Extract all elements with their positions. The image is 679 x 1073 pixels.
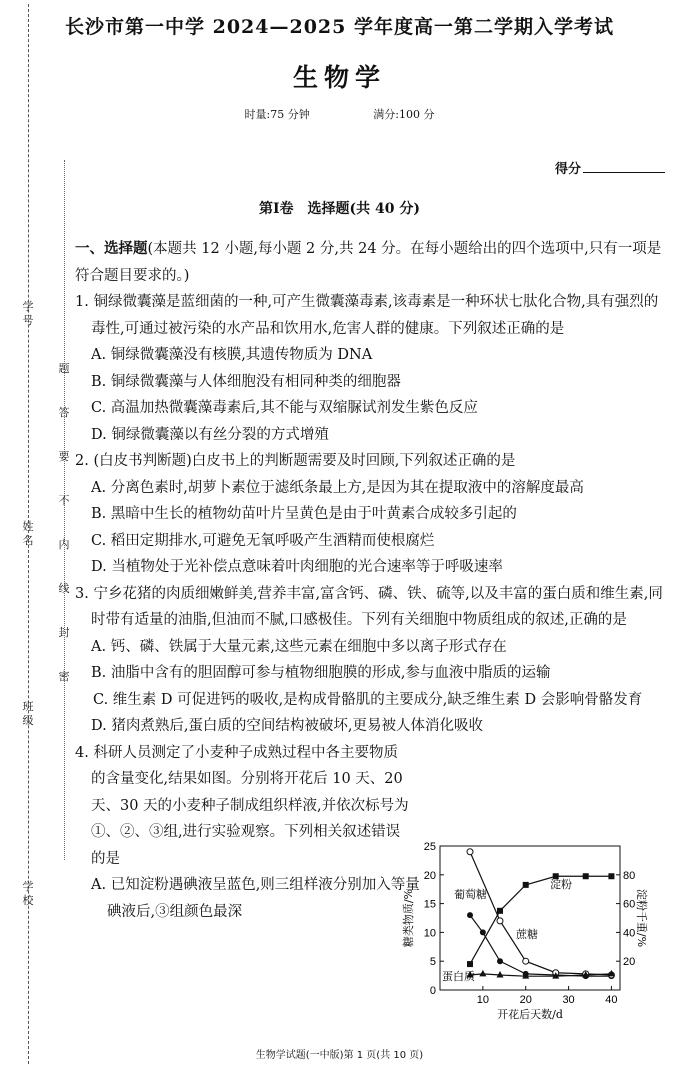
seal-char: 密 <box>58 670 70 683</box>
question-area <box>75 236 672 925</box>
y-right-axis-label: 淀粉千重/% <box>635 888 648 948</box>
section-title: 第Ⅰ卷 选择题(共 40 分) <box>258 201 421 217</box>
data-point-square <box>497 908 503 914</box>
question-4-stem: 4. 科研人员测定了小麦种子成熟过程中各主要物质的含量变化,结果如图。分别将开花后 10 天、20 天、30 天的小麦种子制成组织样液,并依次标号为①、②、③组,进行实验观察。下列相关叙述错误的是 <box>75 744 409 867</box>
data-point-square <box>467 961 473 967</box>
seal-char: 题 <box>58 362 70 375</box>
question-2-option-b: B. 黑暗中生长的植物幼苗叶片呈黄色是由于叶黄素合成较多引起的 <box>91 506 517 522</box>
instructions <box>75 236 672 289</box>
data-point-filled-circle <box>497 958 503 964</box>
score-box <box>555 158 665 177</box>
seed-maturation-chart <box>398 838 648 1038</box>
x-tick-label: 30 <box>562 994 575 1006</box>
data-point-square <box>583 873 589 879</box>
seal-char: 内 <box>58 538 70 551</box>
data-point-open-circle <box>523 958 529 964</box>
school-label: 学 校 <box>22 880 34 907</box>
data-point-filled-circle <box>467 912 473 918</box>
x-axis-label: 开花后天数/d <box>497 1008 563 1021</box>
full-score: 满分:100 分 <box>373 108 435 121</box>
question-1-option-b: B. 铜绿微囊藻与人体细胞没有相同种类的细胞器 <box>91 373 401 390</box>
instructions-text: (本题共 12 小题,每小题 2 分,共 24 分。在每小题给出的四个选项中,只有一项是符合题目要求的。) <box>75 241 662 284</box>
question-3-option-a: A. 钙、磷、铁属于大量元素,这些元素在细胞中多以离子形式存在 <box>91 638 507 655</box>
question-1-option-c: C. 高温加热微囊藻毒素后,其不能与双缩脲试剂发生紫色反应 <box>91 400 478 416</box>
y-right-tick-label: 40 <box>623 927 636 940</box>
page-footer: 生物学试题(一中版)第 1 页(共 10 页) <box>255 1050 424 1061</box>
question-1-option-a: A. 铜绿微囊藻没有核膜,其遗传物质为 DNA <box>91 347 373 363</box>
class-label: 班 级 <box>22 700 34 727</box>
series-label: 葡萄糖 <box>454 888 487 901</box>
series-label: 淀粉 <box>550 878 572 891</box>
question-3-option-c: C. 维生素 D 可促进钙的吸收,是构成骨骼肌的主要成分,缺乏维生素 D 会影响骨骼发育 <box>93 691 643 708</box>
seal-char: 不 <box>58 494 70 507</box>
x-tick-label: 20 <box>519 994 532 1006</box>
y-right-tick-label: 20 <box>623 956 636 969</box>
time-limit: 时量:75 分钟 <box>244 108 310 121</box>
question-3-option-b: B. 油脂中含有的胆固醇可参与植物细胞膜的形成,参与血液中脂质的运输 <box>91 665 551 681</box>
data-point-triangle <box>479 970 486 977</box>
seal-char: 答 <box>58 406 70 419</box>
exam-meta <box>0 106 679 122</box>
data-point-square <box>523 882 529 888</box>
question-2-option-d: D. 当植物处于光补偿点意味着叶肉细胞的光合速率等于呼吸速率 <box>91 559 503 575</box>
data-point-filled-circle <box>480 929 486 935</box>
question-1-stem: 1. 铜绿微囊藻是蓝细菌的一种,可产生微囊藻毒素,该毒素是一种环状七肽化合物,具有强烈的毒性,可通过被污染的水产品和饮用水,危害人群的健康。下列叙述正确的是 <box>75 294 659 337</box>
series-line-circle-open <box>470 852 611 975</box>
question-2-stem: 2. (白皮书判断题)白皮书上的判断题需要及时回顾,下列叙述正确的是 <box>75 453 516 469</box>
exam-title: 长沙市第一中学 2024—2025 学年度高一第二学期入学考试 <box>65 16 614 38</box>
data-point-square <box>608 873 614 879</box>
series-line-square <box>470 876 611 964</box>
instructions-heading: 一、选择题 <box>75 240 148 257</box>
y-right-tick-label: 80 <box>623 869 636 882</box>
seal-char: 封 <box>58 626 70 639</box>
data-point-open-circle <box>467 849 473 855</box>
question-2-option-c: C. 稻田定期排水,可避免无氧呼吸产生酒精而使根腐烂 <box>91 532 435 549</box>
y-left-tick-label: 5 <box>429 956 436 969</box>
y-left-axis-label: 糖类物质/% <box>402 888 415 948</box>
x-tick-label: 10 <box>476 994 489 1006</box>
plot-frame <box>440 846 620 990</box>
question-3-option-d: D. 猪肉煮熟后,蛋白质的空间结构被破坏,更易被人体消化吸收 <box>91 718 484 734</box>
y-right-tick-label: 60 <box>623 898 636 911</box>
seal-text <box>57 362 71 714</box>
subject-title: 生物学 <box>292 63 386 92</box>
series-label: 蔗糖 <box>516 928 538 941</box>
y-left-tick-label: 20 <box>423 869 436 882</box>
y-left-tick-label: 10 <box>423 927 436 940</box>
data-point-open-circle <box>497 918 503 924</box>
y-left-tick-label: 0 <box>429 985 436 997</box>
question-4-option-a: A. 已知淀粉遇碘液呈蓝色,则三组样液分别加入等量碘液后,③组颜色最深 <box>91 877 420 920</box>
y-left-tick-label: 15 <box>423 898 436 911</box>
x-tick-label: 40 <box>605 994 618 1006</box>
question-2-option-a: A. 分离色素时,胡萝卜素位于滤纸条最上方,是因为其在提取液中的溶解度最高 <box>91 479 584 496</box>
score-blank[interactable] <box>583 172 665 173</box>
student-name-label: 姓 名 <box>22 520 34 547</box>
y-left-tick-label: 25 <box>423 841 436 853</box>
student-id-label: 学 号 <box>22 300 34 327</box>
question-1-option-d: D. 铜绿微囊藻以有丝分裂的方式增殖 <box>91 426 329 443</box>
score-label: 得分 <box>554 162 581 177</box>
seal-char: 线 <box>58 582 70 595</box>
question-3-stem: 3. 宁乡花猪的肉质细嫩鲜美,营养丰富,富含钙、磷、铁、硫等,以及丰富的蛋白质和维生素,同时带有适量的油脂,但油而不腻,口感极佳。下列有关细胞中物质组成的叙述,正确的是 <box>75 585 663 628</box>
seal-char: 要 <box>58 450 70 463</box>
series-label: 蛋白质 <box>442 970 475 983</box>
